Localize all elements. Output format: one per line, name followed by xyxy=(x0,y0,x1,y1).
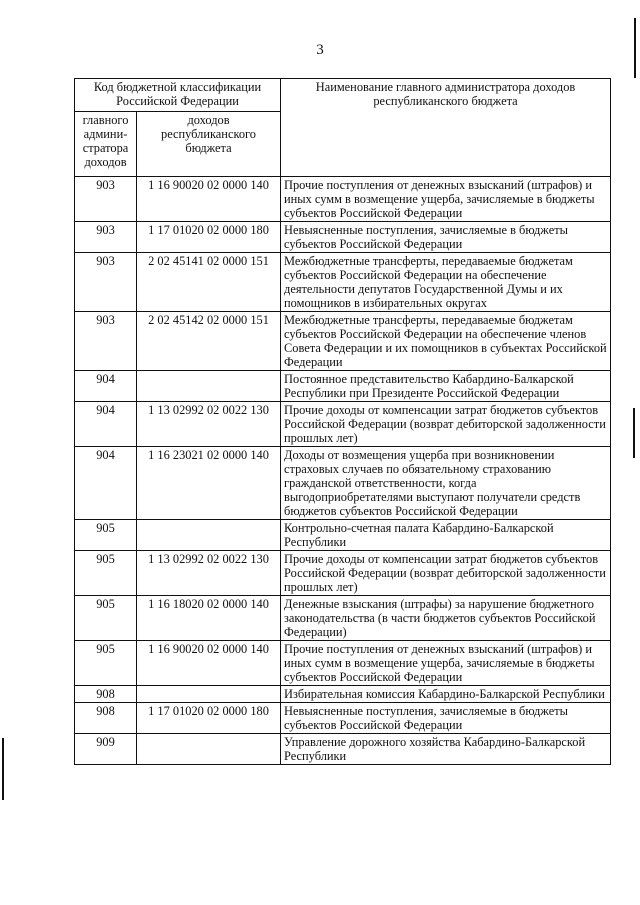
admin-code-cell: 903 xyxy=(75,177,137,222)
revenue-name-cell: Управление дорожного хозяйства Кабардино-Балкарской Республики xyxy=(281,734,611,765)
revenue-code-cell: 1 13 02992 02 0022 130 xyxy=(137,402,281,447)
revenue-name-cell: Прочие доходы от компенсации затрат бюджетов субъектов Российской Федерации (возврат дебиторской задолженности прошлых лет) xyxy=(281,551,611,596)
table-row xyxy=(75,312,611,371)
admin-code-cell: 903 xyxy=(75,253,137,312)
table-row xyxy=(75,371,611,402)
table-row xyxy=(75,520,611,551)
revenue-name-cell: Межбюджетные трансферты, передаваемые бюджетам субъектов Российской Федерации на обеспечение деятельности депутатов Государственной Думы и их помощников в избирательных округах xyxy=(281,253,611,312)
revenue-code-cell: 1 16 18020 02 0000 140 xyxy=(137,596,281,641)
revenue-code-cell: 2 02 45142 02 0000 151 xyxy=(137,312,281,371)
revenue-code-cell: 2 02 45141 02 0000 151 xyxy=(137,253,281,312)
revenue-name-cell: Прочие поступления от денежных взысканий (штрафов) и иных сумм в возмещение ущерба, зачисляемые в бюджеты субъектов Российской Федерации xyxy=(281,641,611,686)
admin-code-cell: 904 xyxy=(75,402,137,447)
table-row xyxy=(75,402,611,447)
table-row xyxy=(75,222,611,253)
revenue-name-cell: Невыясненные поступления, зачисляемые в бюджеты субъектов Российской Федерации xyxy=(281,222,611,253)
admin-code-cell: 905 xyxy=(75,520,137,551)
table-row xyxy=(75,734,611,765)
table-body xyxy=(75,177,611,765)
admin-code-cell: 905 xyxy=(75,641,137,686)
revenue-code-cell: 1 13 02992 02 0022 130 xyxy=(137,551,281,596)
scan-edge-mark xyxy=(2,738,4,800)
admin-code-cell: 908 xyxy=(75,703,137,734)
revenue-code-cell: 1 16 90020 02 0000 140 xyxy=(137,641,281,686)
admin-code-cell: 905 xyxy=(75,551,137,596)
scan-edge-mark xyxy=(633,408,635,458)
table-row xyxy=(75,177,611,222)
table-header xyxy=(75,79,611,177)
admin-code-cell: 904 xyxy=(75,371,137,402)
revenue-code-cell xyxy=(137,520,281,551)
revenue-name-cell: Прочие поступления от денежных взысканий (штрафов) и иных сумм в возмещение ущерба, зачисляемые в бюджеты субъектов Российской Федерации xyxy=(281,177,611,222)
revenue-name-cell: Денежные взыскания (штрафы) за нарушение бюджетного законодательства (в части бюджетов субъектов Российской Федерации) xyxy=(281,596,611,641)
revenue-name-cell: Постоянное представительство Кабардино-Балкарской Республики при Президенте Российской Федерации xyxy=(281,371,611,402)
revenue-name-cell: Контрольно-счетная палата Кабардино-Балкарской Республики xyxy=(281,520,611,551)
header-row-top xyxy=(75,79,611,112)
header-administrator-name: Наименование главного администратора доходов республиканского бюджета xyxy=(281,79,611,177)
revenue-name-cell: Доходы от возмещения ущерба при возникновении страховых случаев по обязательному страхованию гражданской ответственности, когда выгодоприобретателями выступают получатели средств бюджетов субъектов Российской Федерации xyxy=(281,447,611,520)
header-classification-code: Код бюджетной классификации Российской Федерации xyxy=(75,79,281,112)
table-row xyxy=(75,596,611,641)
page-number: 3 xyxy=(316,42,324,58)
table-row xyxy=(75,253,611,312)
admin-code-cell: 904 xyxy=(75,447,137,520)
header-revenue-code: доходов республиканского бюджета xyxy=(137,112,281,177)
revenue-name-cell: Межбюджетные трансферты, передаваемые бюджетам субъектов Российской Федерации на обеспечение членов Совета Федерации и их помощников в субъектах Российской Федерации xyxy=(281,312,611,371)
revenue-code-cell xyxy=(137,371,281,402)
admin-code-cell: 909 xyxy=(75,734,137,765)
revenue-code-cell: 1 16 23021 02 0000 140 xyxy=(137,447,281,520)
table-row xyxy=(75,703,611,734)
table-row xyxy=(75,686,611,703)
revenue-code-cell: 1 16 90020 02 0000 140 xyxy=(137,177,281,222)
revenue-code-cell xyxy=(137,686,281,703)
admin-code-cell: 903 xyxy=(75,312,137,371)
revenue-name-cell: Избирательная комиссия Кабардино-Балкарской Республики xyxy=(281,686,611,703)
table-row xyxy=(75,447,611,520)
revenue-code-cell: 1 17 01020 02 0000 180 xyxy=(137,703,281,734)
admin-code-cell: 905 xyxy=(75,596,137,641)
table-row xyxy=(75,551,611,596)
table-row xyxy=(75,641,611,686)
revenue-name-cell: Невыясненные поступления, зачисляемые в бюджеты субъектов Российской Федерации xyxy=(281,703,611,734)
revenue-admin-table xyxy=(74,78,611,765)
revenue-code-cell xyxy=(137,734,281,765)
admin-code-cell: 903 xyxy=(75,222,137,253)
admin-code-cell: 908 xyxy=(75,686,137,703)
revenue-name-cell: Прочие доходы от компенсации затрат бюджетов субъектов Российской Федерации (возврат дебиторской задолженности прошлых лет) xyxy=(281,402,611,447)
revenue-code-cell: 1 17 01020 02 0000 180 xyxy=(137,222,281,253)
header-main-administrator: главного админи-стратора доходов xyxy=(75,112,137,177)
scan-edge-mark xyxy=(634,18,636,78)
